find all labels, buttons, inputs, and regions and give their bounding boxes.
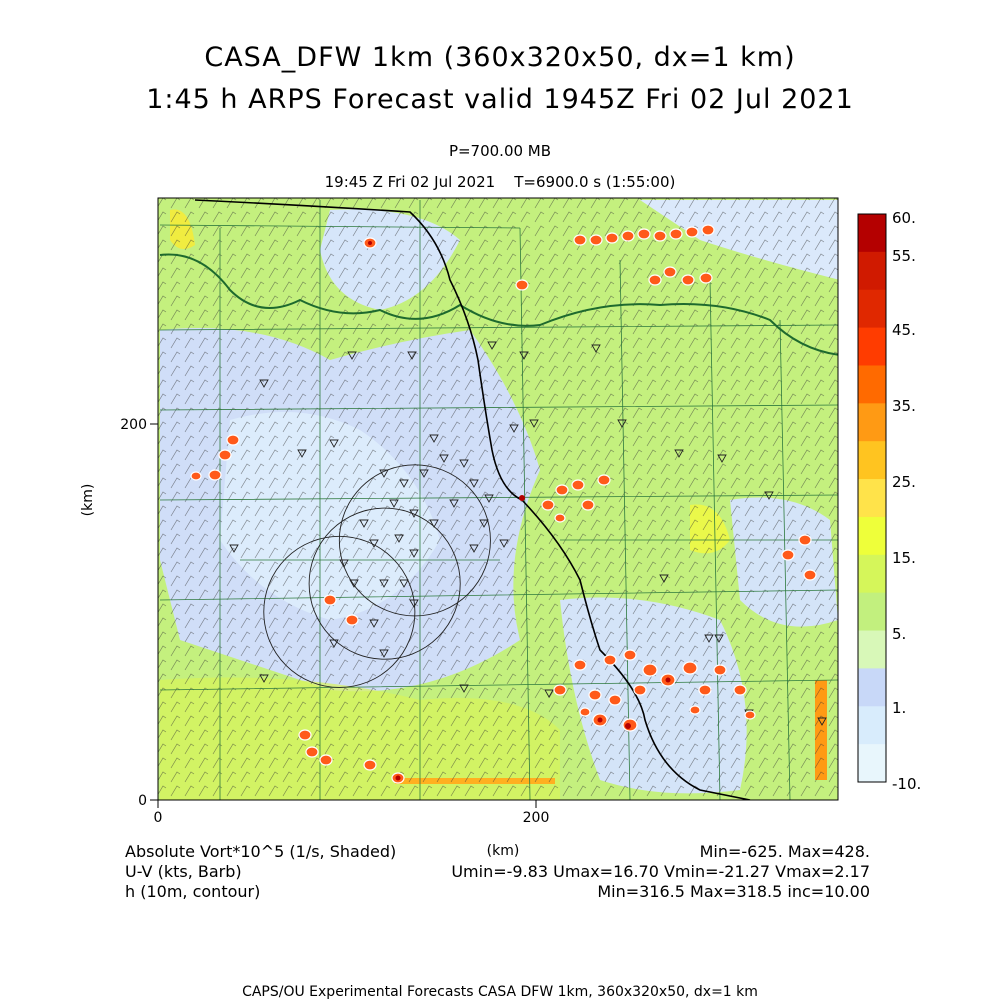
y-tick-200: 200 — [120, 417, 147, 433]
colorbar-label: 25. — [892, 473, 916, 491]
colorbar-swatch-14 — [858, 706, 886, 744]
legend-field-vorticity: Absolute Vort*10^5 (1/s, Shaded) — [125, 842, 397, 861]
colorbar-swatch-12 — [858, 631, 886, 669]
title-line-1: CASA_DFW 1km (360x320x50, dx=1 km) — [204, 42, 796, 73]
colorbar-swatch-11 — [858, 593, 886, 631]
colorbar — [858, 209, 921, 793]
colorbar-swatch-6 — [858, 403, 886, 441]
legend-stats-wind: Umin=-9.83 Umax=16.70 Vmin=-21.27 Vmax=2.17 — [451, 862, 870, 881]
colorbar-swatch-7 — [858, 441, 886, 479]
colorbar-swatch-1 — [858, 214, 886, 252]
colorbar-label: -10. — [892, 775, 922, 793]
footer-credit: CAPS/OU Experimental Forecasts CASA DFW 1km, 360x320x50, dx=1 km — [242, 984, 758, 1000]
colorbar-label: 5. — [892, 625, 907, 643]
map-plot-area — [158, 198, 840, 800]
colorbar-label: 15. — [892, 549, 916, 567]
colorbar-swatch-4 — [858, 328, 886, 366]
colorbar-label: 55. — [892, 247, 916, 265]
model-time: T=6900.0 s (1:55:00) — [514, 173, 676, 191]
y-axis-label: (km) — [80, 483, 96, 517]
legend-field-wind: U-V (kts, Barb) — [125, 862, 242, 881]
colorbar-swatch-10 — [858, 555, 886, 593]
legend-stats-height: Min=316.5 Max=318.5 inc=10.00 — [597, 882, 870, 901]
y-tick-0: 0 — [138, 793, 147, 809]
legend-stats-vorticity: Min=-625. Max=428. — [699, 842, 870, 861]
x-tick-200: 200 — [522, 810, 550, 826]
colorbar-label: 60. — [892, 209, 916, 227]
pressure-level: P=700.00 MB — [448, 142, 552, 160]
colorbar-label: 1. — [892, 699, 907, 717]
colorbar-swatch-2 — [858, 252, 886, 290]
legend-field-height: h (10m, contour) — [125, 882, 261, 901]
colorbar-label: 45. — [892, 321, 916, 339]
valid-time: 19:45 Z Fri 02 Jul 2021 — [324, 173, 496, 191]
colorbar-swatch-13 — [858, 668, 886, 706]
colorbar-label: 35. — [892, 397, 916, 415]
colorbar-swatch-9 — [858, 517, 886, 555]
x-axis-label: (km) — [486, 843, 520, 859]
x-tick-0: 0 — [153, 810, 163, 826]
colorbar-swatch-8 — [858, 479, 886, 517]
title-line-2: 1:45 h ARPS Forecast valid 1945Z Fri 02 Jul 2021 — [146, 84, 854, 115]
colorbar-swatch-3 — [858, 290, 886, 328]
colorbar-swatch-15 — [858, 744, 886, 782]
colorbar-swatch-5 — [858, 365, 886, 403]
